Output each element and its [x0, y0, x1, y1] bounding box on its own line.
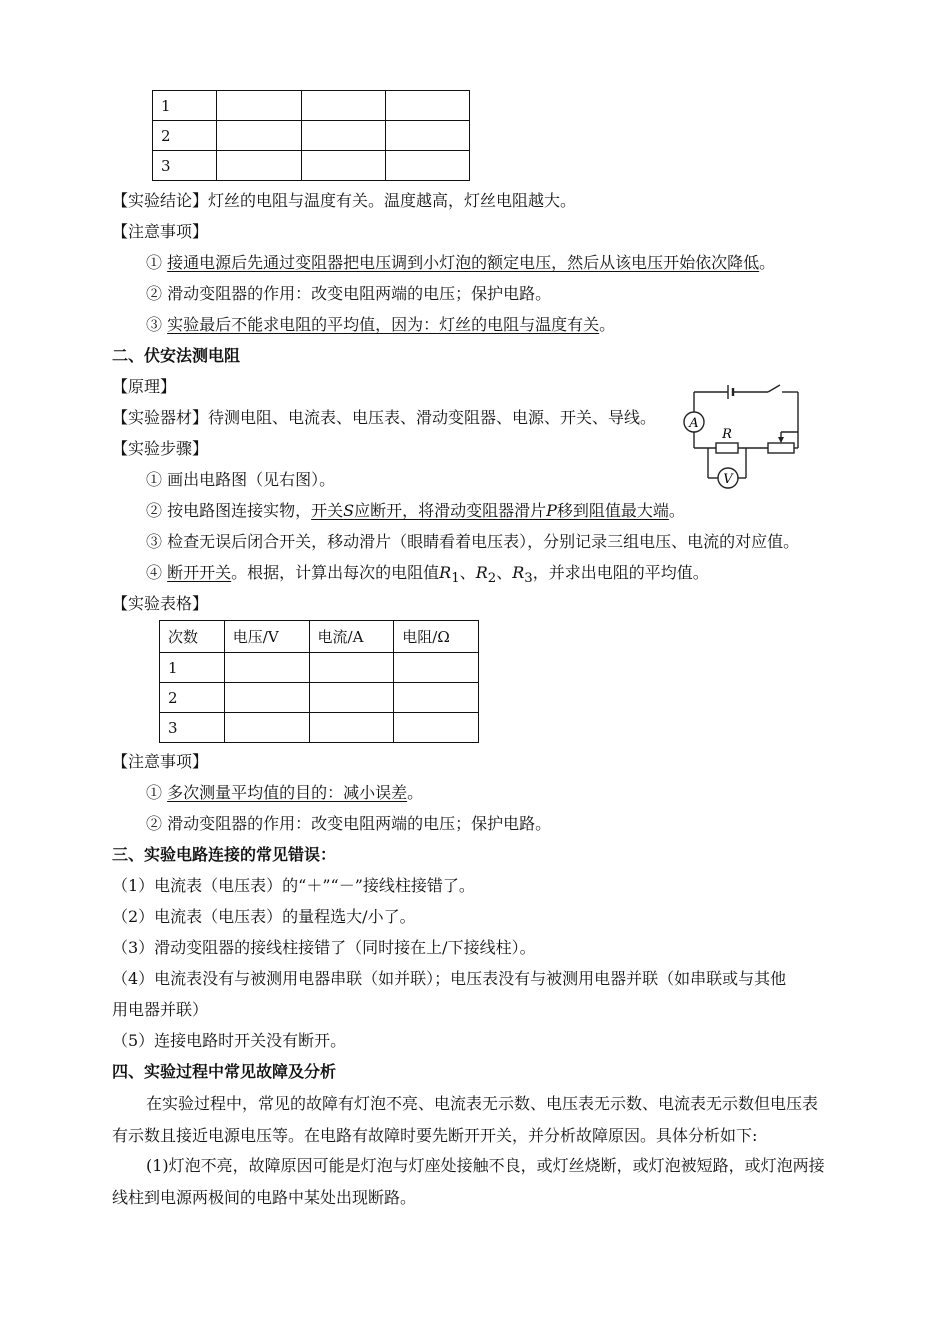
rheostat — [768, 443, 794, 453]
paragraph: (1)灯泡不亮，故障原因可能是灯泡与灯座处接触不良，或灯丝烧断，或灯泡被短路，或灯泡两接线柱到电源两极间的电路中某处出现断路。 — [112, 1156, 825, 1207]
table-cell: 3 — [160, 713, 225, 743]
circuit-diagram — [680, 382, 804, 492]
list-item: 用电器并联） — [112, 1000, 209, 1019]
notes-heading: 【注意事项】 — [112, 222, 209, 241]
table-row — [160, 713, 479, 743]
table-cell — [309, 683, 394, 713]
table-cell: 3 — [153, 151, 217, 181]
note-text: 实验最后不能求电阻的平均值，因为：灯丝的电阻与温度有关 — [167, 315, 600, 334]
table-cell — [309, 653, 394, 683]
notes-heading: 【注意事项】 — [112, 752, 209, 771]
table-cell — [301, 151, 385, 181]
table-cell — [224, 713, 309, 743]
table-cell — [385, 151, 469, 181]
table-row — [153, 151, 470, 181]
steps-label: 【实验步骤】 — [112, 439, 209, 458]
note-item: ② 滑动变阻器的作用：改变电阻两端的电压；保护电路。 — [146, 814, 552, 833]
list-item: （4）电流表没有与被测用电器串联（如并联）；电压表没有与被测用电器并联（如串联或与其他 — [112, 969, 787, 988]
slider-arrow-icon — [778, 437, 784, 443]
note-item: ② 滑动变阻器的作用：改变电阻两端的电压；保护电路。 — [146, 284, 552, 303]
note-text: 滑动变阻器的作用：改变电阻两端的电压；保护电路。 — [167, 284, 552, 303]
table-cell: 1 — [153, 91, 217, 121]
table-row — [160, 683, 479, 713]
table-top — [152, 90, 470, 181]
section-title: 三、实验电路连接的常见错误： — [112, 845, 337, 864]
table-row — [153, 121, 470, 151]
table-row — [160, 653, 479, 683]
section-title: 二、伏安法测电阻 — [112, 346, 241, 365]
ammeter-label: A — [689, 416, 699, 431]
list-item: （5）连接电路时开关没有断开。 — [112, 1031, 347, 1050]
table-header-cell: 电压/V — [224, 621, 309, 653]
table-header-cell: 电流/A — [309, 621, 394, 653]
note-item: ① 多次测量平均值的目的：减小误差。 — [146, 783, 424, 802]
list-item: （2）电流表（电压表）的量程选大/小了。 — [112, 907, 416, 926]
conclusion — [112, 190, 576, 212]
conclusion-label: 【实验结论】 — [112, 191, 209, 210]
table-cell — [301, 91, 385, 121]
table-cell — [224, 683, 309, 713]
table-cell — [385, 91, 469, 121]
table-header-row — [160, 621, 479, 653]
table-cell — [394, 653, 479, 683]
table-cell — [394, 683, 479, 713]
table-cell — [309, 713, 394, 743]
section-title: 四、实验过程中常见故障及分析 — [112, 1062, 337, 1081]
switch-blade — [768, 385, 780, 392]
table-cell — [217, 121, 301, 151]
table-cell — [385, 121, 469, 151]
table-header-cell: 次数 — [160, 621, 225, 653]
table-header-cell: 电阻/Ω — [394, 621, 479, 653]
step-item: ② 按电路图连接实物，开关S应断开，将滑动变阻器滑片P移到阻值最大端。 — [146, 501, 685, 520]
table-cell: 1 — [160, 653, 225, 683]
conclusion-text: 灯丝的电阻与温度有关。温度越高，灯丝电阻越大。 — [208, 191, 577, 210]
table-cell — [217, 91, 301, 121]
step-item: ① 画出电路图（见右图）。 — [146, 470, 336, 489]
list-item: （1）电流表（电压表）的“＋”“－”接线柱接错了。 — [112, 876, 475, 895]
table-cell: 2 — [160, 683, 225, 713]
table-label: 【实验表格】 — [112, 594, 209, 613]
principle-label: 【原理】 — [112, 377, 177, 396]
list-item: （3）滑动变阻器的接线柱接错了（同时接在上/下接线柱）。 — [112, 938, 536, 957]
resistor-R — [716, 443, 738, 453]
table-cell — [217, 151, 301, 181]
resistor-label: R — [722, 427, 732, 442]
step-item: ③ 检查无误后闭合开关，移动滑片（眼睛看着电压表），分别记录三组电压、电流的对应值。 — [146, 532, 800, 551]
table-cell — [224, 653, 309, 683]
voltmeter-label: V — [723, 472, 733, 487]
equipment: 【实验器材】待测电阻、电流表、电压表、滑动变阻器、电源、开关、导线。 — [112, 408, 657, 427]
note-item: ① 接通电源后先通过变阻器把电压调到小灯泡的额定电压，然后从该电压开始依次降低。 — [146, 253, 776, 272]
step-item: ④ 断开开关。根据，计算出每次的电阻值$R_1$、$R_2$、$R_3$，并求出电阻的平均值。 — [146, 563, 709, 587]
note-text: 接通电源后先通过变阻器把电压调到小灯泡的额定电压，然后从该电压开始依次降低 — [167, 253, 760, 272]
table-row — [153, 91, 470, 121]
table-cell: 2 — [153, 121, 217, 151]
paragraph: 在实验过程中，常见的故障有灯泡不亮、电流表无示数、电压表无示数、电流表无示数但电压表有示数且接近电源电压等。在电路有故障时要先断开开关，并分析故障原因。具体分析如下: — [112, 1094, 819, 1145]
table-cell — [301, 121, 385, 151]
table-cell — [394, 713, 479, 743]
data-table — [159, 620, 479, 743]
note-item: ③ 实验最后不能求电阻的平均值，因为：灯丝的电阻与温度有关。 — [146, 315, 616, 334]
